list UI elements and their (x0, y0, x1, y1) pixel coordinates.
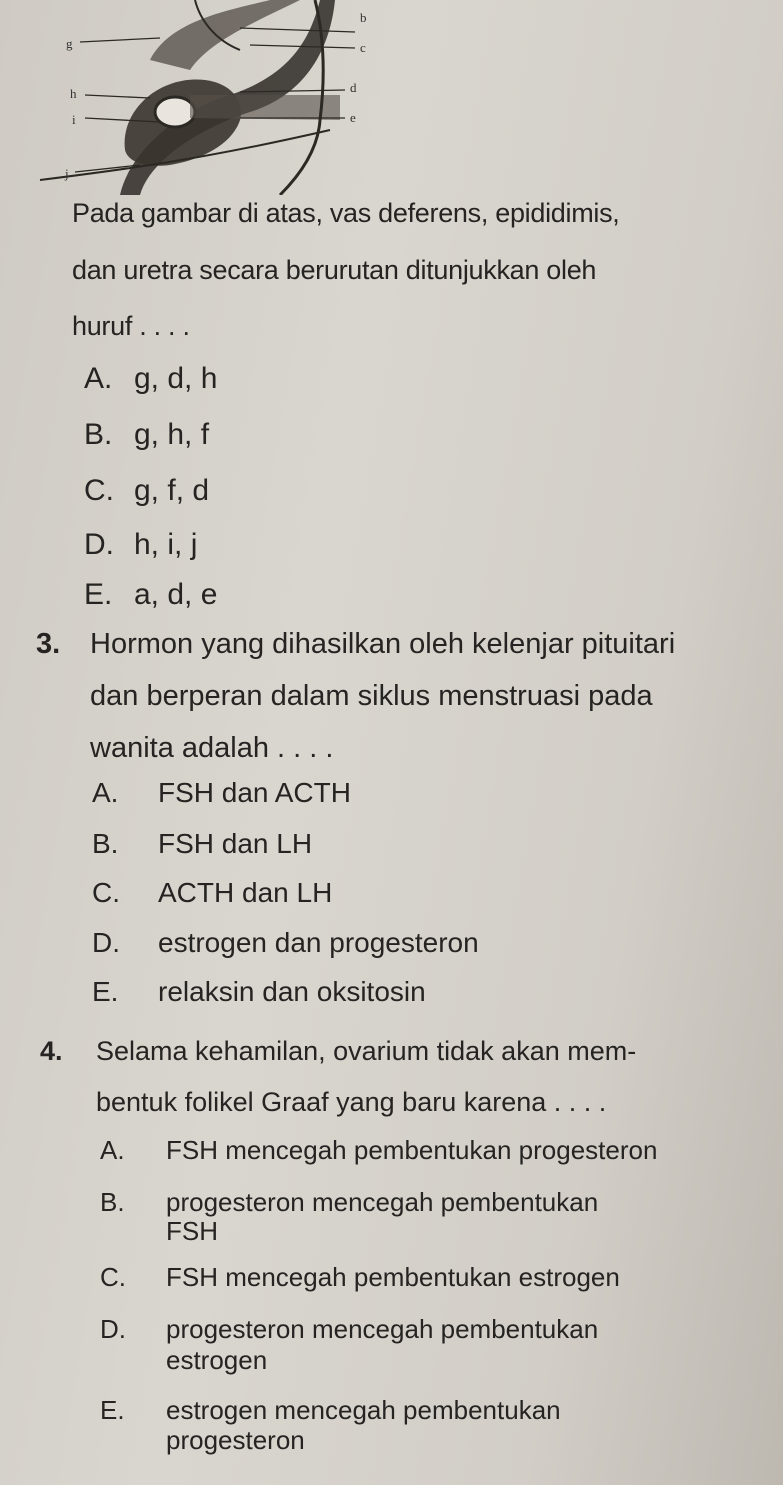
q3-option-d-letter: D. (92, 927, 120, 958)
q3-option-d[interactable] (92, 927, 479, 959)
q2-option-c[interactable] (84, 474, 209, 508)
q3-option-c[interactable] (92, 877, 332, 909)
q2-option-b[interactable] (84, 418, 209, 452)
q2-option-e-text: a, d, e (134, 578, 218, 611)
q2-option-d-text: h, i, j (134, 528, 198, 561)
diagram-label-g: g (66, 36, 73, 51)
reproductive-organ-diagram (0, 0, 400, 195)
q4-option-b[interactable] (100, 1187, 598, 1218)
q3-option-b[interactable] (92, 828, 312, 860)
q2-option-b-letter: B. (84, 418, 113, 451)
q2-option-a[interactable] (84, 362, 217, 396)
q2-option-a-text: g, d, h (134, 362, 218, 395)
diagram-label-d: d (350, 80, 357, 95)
q4-option-d-text: progesteron mencegah pembentukan (166, 1314, 599, 1344)
q4-option-a-text: FSH mencegah pembentukan progesteron (166, 1135, 658, 1165)
q3-option-c-letter: C. (92, 877, 120, 908)
q2-option-d-letter: D. (84, 528, 114, 561)
q3-number: 3. (36, 628, 61, 660)
q4-option-d-text-cont: estrogen (166, 1345, 268, 1375)
diagram-label-e: e (350, 110, 356, 125)
q4-option-d-letter: D. (100, 1314, 126, 1344)
q4-option-c-text: FSH mencegah pembentukan estrogen (166, 1262, 620, 1292)
q2-option-b-text: g, h, f (134, 418, 210, 451)
q4-option-d[interactable] (100, 1314, 598, 1345)
q4-option-a-letter: A. (100, 1135, 125, 1165)
q4-stem-line-2: bentuk folikel Graaf yang baru karena . . . . (96, 1087, 607, 1117)
q2-option-c-letter: C. (84, 474, 114, 507)
q3-stem-line-1: Hormon yang dihasilkan oleh kelenjar pituitari (90, 628, 676, 660)
q3-option-b-letter: B. (92, 828, 119, 859)
q2-option-d[interactable] (84, 528, 197, 562)
q3-option-d-text: estrogen dan progesteron (158, 927, 479, 958)
q4-option-c-letter: C. (100, 1262, 126, 1292)
q3-option-e[interactable] (92, 976, 426, 1008)
q3-option-c-text: ACTH dan LH (158, 877, 333, 908)
q2-option-e-letter: E. (84, 578, 113, 611)
diagram-label-h: h (70, 86, 77, 101)
q2-option-e[interactable] (84, 578, 217, 612)
q4-option-c[interactable] (100, 1262, 620, 1293)
diagram-label-j: j (65, 166, 69, 181)
q2-option-c-text: g, f, d (134, 474, 210, 507)
diagram-label-b: b (360, 10, 367, 25)
q2-option-a-letter: A. (84, 362, 113, 395)
q4-option-b-letter: B. (100, 1187, 125, 1217)
q4-option-b-text: progesteron mencegah pembentukan (166, 1187, 599, 1217)
q3-option-a-letter: A. (92, 777, 119, 808)
q4-option-b-text-cont: FSH (166, 1216, 218, 1246)
q4-option-e-text-cont: progesteron (166, 1425, 305, 1455)
q4-option-e-text: estrogen mencegah pembentukan (166, 1395, 561, 1425)
q4-stem-line-1: Selama kehamilan, ovarium tidak akan mem- (96, 1036, 637, 1066)
q3-stem-line-2: dan berperan dalam siklus menstruasi pada (90, 680, 653, 712)
diagram-label-c: c (360, 40, 366, 55)
q4-number: 4. (40, 1036, 63, 1066)
q4-option-a[interactable] (100, 1135, 657, 1166)
diagram-label-i: i (72, 112, 76, 127)
q2-stem-line-2: dan uretra secara berurutan ditunjukkan oleh (72, 255, 597, 285)
q3-option-b-text: FSH dan LH (158, 828, 313, 859)
q3-option-a[interactable] (92, 777, 351, 809)
q3-option-e-letter: E. (92, 976, 119, 1007)
q3-option-e-text: relaksin dan oksitosin (158, 976, 426, 1007)
q3-stem-line-3: wanita adalah . . . . (90, 732, 334, 764)
q4-option-e-letter: E. (100, 1395, 125, 1425)
q4-option-e[interactable] (100, 1395, 561, 1426)
q3-option-a-text: FSH dan ACTH (158, 777, 351, 808)
q2-stem-line-1: Pada gambar di atas, vas deferens, epididimis, (72, 198, 620, 228)
q2-stem-line-3: huruf . . . . (72, 311, 190, 341)
